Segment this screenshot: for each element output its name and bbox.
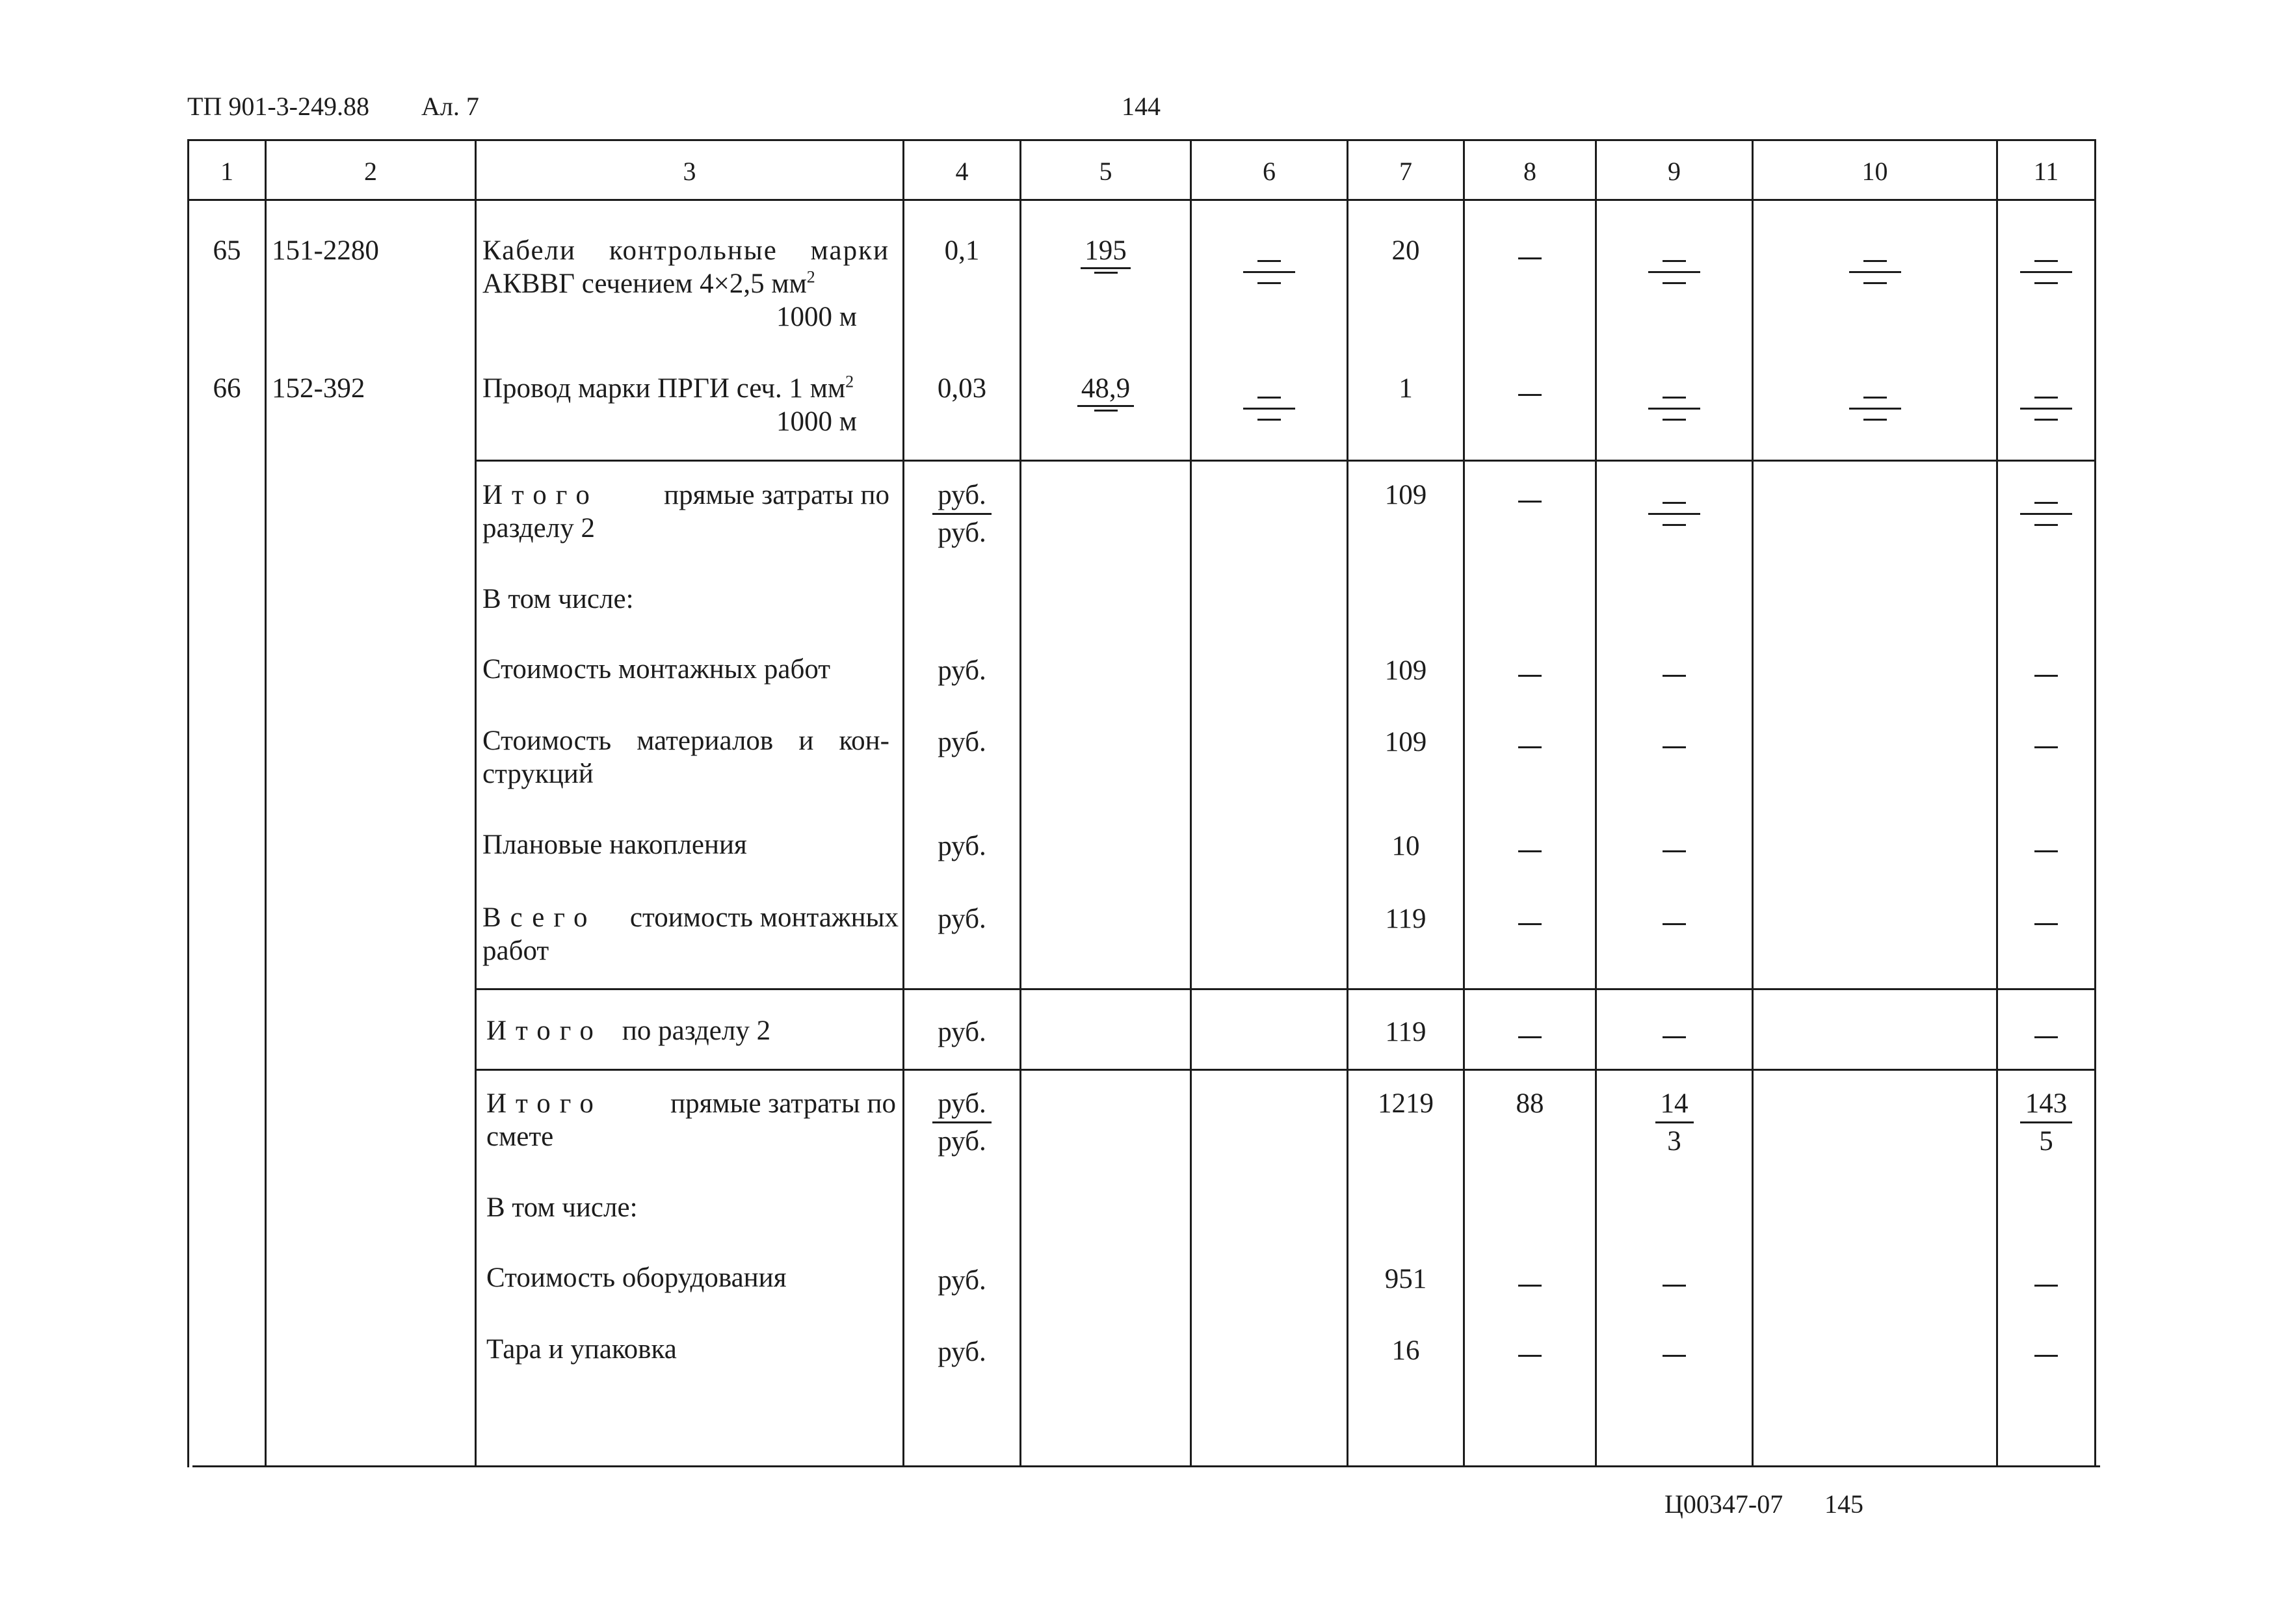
row-number: 66 (213, 373, 241, 404)
row-unit-price: 48,9 (1021, 372, 1190, 412)
col-header-10: 10 (1861, 157, 1888, 186)
section2-col8-dash (1465, 495, 1595, 507)
section2-materials-cost: 109 (1384, 727, 1427, 757)
row-col8-dash (1465, 252, 1595, 264)
razdel2-total-label: Итого по разделу 2 (486, 1015, 771, 1046)
smeta-itogo-cost: 1219 (1378, 1088, 1434, 1119)
section2-vsego-cost: 119 (1385, 904, 1427, 934)
row-code: 152-392 (272, 373, 365, 404)
smeta-itogo-unit: $\frac{\text{руб.}}{\text{руб.}}$ (904, 1087, 1019, 1158)
section2-itogo-cost: 109 (1384, 480, 1427, 510)
section2-vsego-label: Всего стоимость монтажных работ (482, 902, 899, 966)
smeta-tara-col9-dash (1597, 1350, 1752, 1361)
section2-vsego-col8-dash (1465, 918, 1595, 930)
col-header-11: 11 (2033, 157, 2059, 186)
section2-montazh-cost: 109 (1384, 655, 1427, 686)
section2-materials-col11-dash (1998, 741, 2094, 753)
row-col10-dash (1754, 254, 1996, 284)
col-header-2: 2 (364, 157, 377, 186)
col-header-6: 6 (1263, 157, 1276, 186)
smeta-equipment-col9-dash (1597, 1279, 1752, 1291)
section2-vsego-col11-dash (1998, 918, 2094, 930)
row-quantity: 0,03 (937, 373, 987, 404)
section2-montazh-col9-dash (1597, 670, 1752, 681)
footer-page: 145 (1824, 1489, 1863, 1519)
smeta-tara-label: Тара и упаковка (486, 1334, 677, 1365)
col-header-8: 8 (1523, 157, 1536, 186)
smeta-tara-unit: руб. (938, 1337, 986, 1367)
smeta-equipment-col11-dash (1998, 1279, 2094, 1291)
section2-montazh-unit: руб. (938, 655, 986, 686)
row-col9-dash (1597, 390, 1752, 421)
row-col10-dash (1754, 390, 1996, 421)
section2-plan-col11-dash (1998, 845, 2094, 857)
row-cost: 20 (1391, 235, 1420, 266)
section2-materials-label: Стоимость материалов и кон- струкций (482, 726, 889, 789)
smeta-itogo-label: Итого прямые затраты по смете (486, 1088, 896, 1152)
section2-materials-unit: руб. (938, 727, 986, 757)
smeta-itogo-col8: 88 (1516, 1088, 1544, 1119)
section2-materials-col8-dash (1465, 741, 1595, 753)
row-cost: 1 (1399, 373, 1413, 404)
smeta-itogo-col9: $\frac{14}{3}$ (1597, 1087, 1752, 1158)
section2-plan-label: Плановые накопления (482, 830, 747, 860)
smeta-vtom-label: В том числе: (486, 1192, 638, 1223)
album-label: Ал. 7 (421, 92, 479, 121)
row-col6-dash (1192, 390, 1347, 421)
col-header-3: 3 (683, 157, 696, 186)
section2-vsego-unit: руб. (938, 904, 986, 934)
row-code: 151-2280 (272, 235, 379, 266)
section2-montazh-col11-dash (1998, 670, 2094, 681)
section2-montazh-col8-dash (1465, 670, 1595, 681)
row-quantity: 0,1 (944, 235, 980, 266)
section2-plan-cost: 10 (1391, 831, 1420, 861)
section2-montazh-label: Стоимость монтажных работ (482, 654, 831, 685)
razdel2-total-cost: 119 (1385, 1017, 1427, 1047)
row-col8-dash (1465, 389, 1595, 400)
col-header-7: 7 (1399, 157, 1412, 186)
section2-plan-unit: руб. (938, 831, 986, 861)
section2-vsego-col9-dash (1597, 918, 1752, 930)
smeta-tara-col11-dash (1998, 1350, 2094, 1361)
footer-code: Ц00347-07 (1664, 1489, 1783, 1519)
col-header-1: 1 (220, 157, 233, 186)
row-col11-dash (1998, 254, 2094, 284)
row-unit-price: 195 (1021, 234, 1190, 274)
row-col9-dash (1597, 254, 1752, 284)
razdel2-total-col11-dash (1998, 1031, 2094, 1043)
row-number: 65 (213, 235, 241, 266)
razdel2-total-unit: руб. (938, 1017, 986, 1047)
section2-vtom-label: В том числе: (482, 584, 634, 614)
razdel2-total-col9-dash (1597, 1031, 1752, 1043)
section2-col9-dash (1597, 495, 1752, 526)
row-col6-dash (1192, 254, 1347, 284)
section2-col11-dash (1998, 495, 2094, 526)
smeta-equipment-label: Стоимость оборудования (486, 1263, 787, 1293)
col-header-4: 4 (955, 157, 969, 186)
smeta-tara-cost: 16 (1391, 1335, 1420, 1366)
smeta-equipment-cost: 951 (1384, 1264, 1427, 1294)
page-number: 144 (1122, 92, 1161, 121)
col-header-5: 5 (1099, 157, 1112, 186)
razdel2-total-col8-dash (1465, 1031, 1595, 1043)
row-description: Кабели контрольные марки АКВВГ сечением 4×2,5 $мм^2$ 1000 м (482, 235, 889, 332)
smeta-equipment-col8-dash (1465, 1279, 1595, 1291)
smeta-tara-col8-dash (1465, 1350, 1595, 1361)
section2-itogo-unit: $\frac{\text{руб.}}{\text{руб.}}$ (904, 478, 1019, 549)
doc-code: ТП 901-3-249.88 (187, 92, 369, 121)
section2-plan-col9-dash (1597, 845, 1752, 857)
col-header-9: 9 (1668, 157, 1681, 186)
row-description: Провод марки ПРГИ сеч. 1 $мм^2$ 1000 м (482, 372, 857, 437)
smeta-itogo-col11: $\frac{143}{5}$ (1998, 1087, 2094, 1158)
section2-materials-col9-dash (1597, 741, 1752, 753)
section2-plan-col8-dash (1465, 845, 1595, 857)
row-col11-dash (1998, 390, 2094, 421)
smeta-equipment-unit: руб. (938, 1265, 986, 1296)
section2-itogo-label: Итого прямые затраты по разделу 2 (482, 480, 889, 544)
